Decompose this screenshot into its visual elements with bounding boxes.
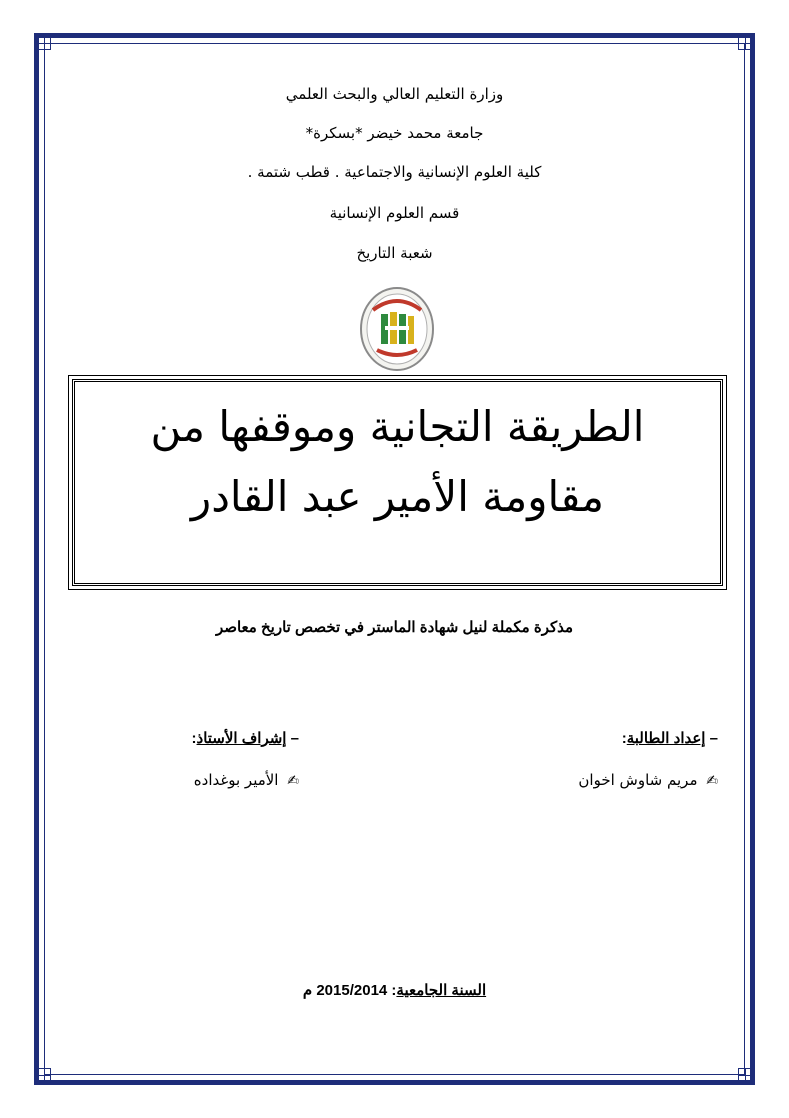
supervisor-name: الأمير بوغداده	[193, 771, 279, 789]
student-colon: :	[621, 730, 627, 747]
corner-ornament-icon	[37, 1068, 51, 1082]
academic-year-value: 2015/2014	[316, 982, 388, 999]
student-name-line	[578, 770, 718, 791]
student-dash: –	[709, 730, 718, 747]
student-label: إعداد الطالبة	[626, 730, 706, 747]
faculty-line: كلية العلوم الإنسانية والاجتماعية . قطب شتمة .	[247, 163, 542, 181]
university-seal-icon	[359, 286, 435, 372]
supervisor-name-line	[194, 770, 299, 791]
supervisor-label: إشراف الأستاذ	[196, 730, 287, 747]
university-line: جامعة محمد خيضر *بسكرة*	[305, 124, 484, 142]
department-line: قسم العلوم الإنسانية	[329, 204, 460, 222]
pen-icon: ✍	[706, 773, 718, 789]
academic-year-label: السنة الجامعية	[396, 982, 487, 999]
supervisor-heading	[192, 729, 299, 749]
student-heading	[622, 729, 718, 749]
thesis-title-line-1: الطريقة التجانية وموقفها من	[150, 402, 645, 451]
corner-ornament-icon	[738, 36, 752, 50]
thesis-title-line-2: مقاومة الأمير عبد القادر	[190, 472, 605, 521]
academic-year-colon: :	[391, 982, 397, 999]
supervisor-colon: :	[191, 730, 197, 747]
thesis-subtitle: مذكرة مكملة لنيل شهادة الماستر في تخصص تاريخ معاصر	[215, 619, 574, 636]
academic-year	[60, 981, 729, 1001]
pen-icon: ✍	[287, 773, 299, 789]
corner-ornament-icon	[738, 1068, 752, 1082]
ministry-line: وزارة التعليم العالي والبحث العلمي	[285, 85, 504, 103]
supervisor-dash: –	[290, 730, 299, 747]
thesis-title-box	[72, 379, 723, 586]
student-name: مريم شاوش اخوان	[578, 771, 698, 789]
corner-ornament-icon	[37, 36, 51, 50]
academic-year-suffix: م	[302, 982, 313, 999]
branch-line: شعبة التاريخ	[356, 244, 433, 262]
